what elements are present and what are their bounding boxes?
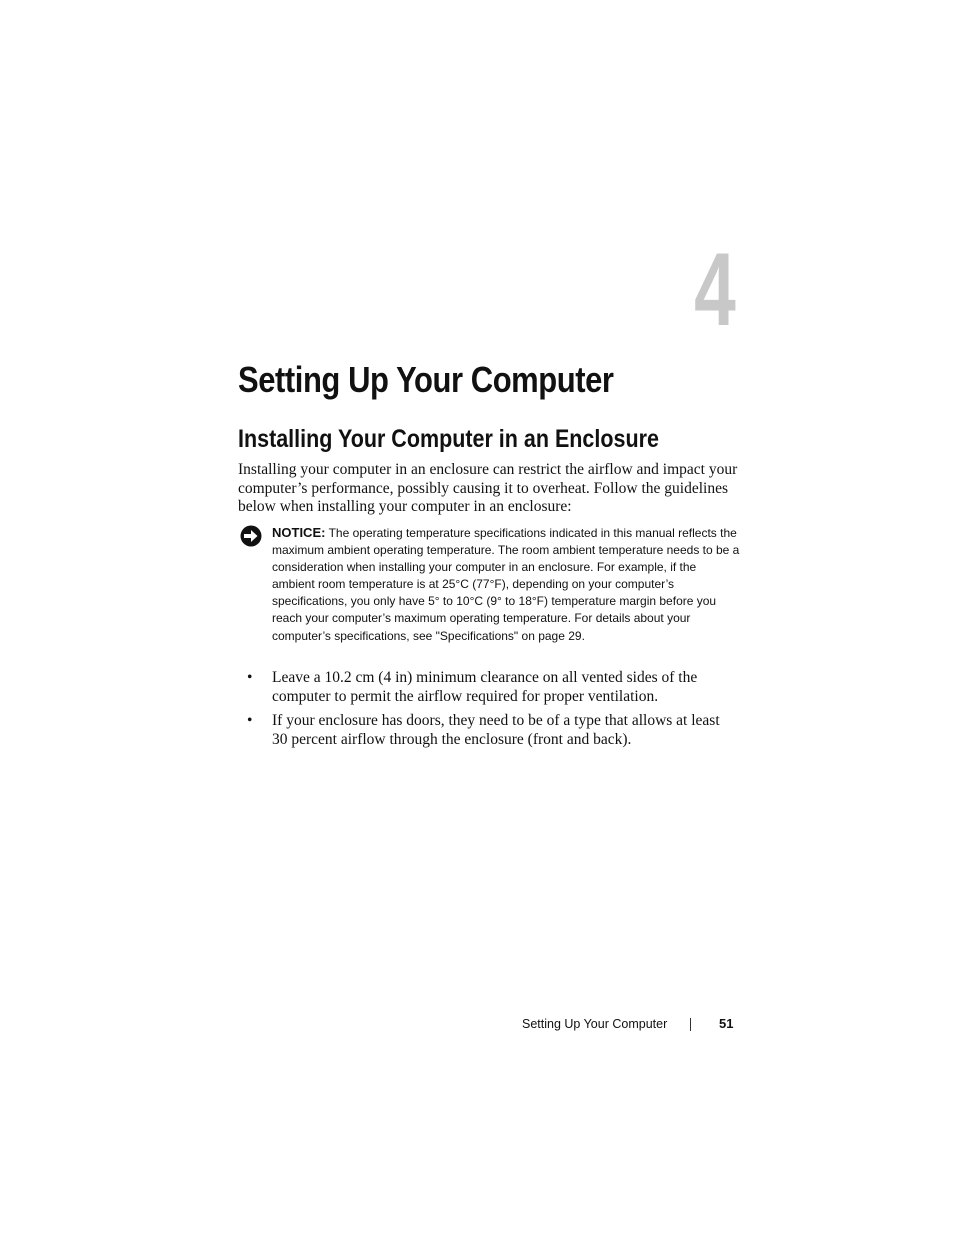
list-item-text: Leave a 10.2 cm (4 in) minimum clearance on all vented sides of the computer to permit the airflow required for proper ventilation.	[272, 669, 698, 705]
notice-arrow-icon	[240, 525, 262, 547]
chapter-title: Setting Up Your Computer	[238, 359, 614, 400]
guideline-list	[238, 669, 738, 755]
notice-label: NOTICE:	[272, 525, 326, 540]
page-number: 51	[719, 1016, 734, 1031]
list-item	[238, 712, 738, 749]
notice-text	[272, 524, 742, 645]
list-item	[238, 669, 738, 706]
section-title: Installing Your Computer in an Enclosure	[238, 425, 659, 453]
notice-body: The operating temperature specifications indicated in this manual reflects the maximum ambient operating temperature. The room ambient temperature needs to be a consideration when installing your computer in an enclosure. For example, if the ambient room temperature is at 25°C (77°F), depending on your computer’s specifications, you only have 5° to 10°C (9° to 18°F) temperature margin before you reach your computer’s maximum operating temperature. For details about your computer’s specifications, see "Specifications" on page 29.	[272, 526, 740, 643]
footer-divider	[690, 1018, 691, 1031]
intro-paragraph: Installing your computer in an enclosure can restrict the airflow and impact your computer’s performance, possibly causing it to overheat. Follow the guidelines below when installing your computer in an enclosure:	[238, 461, 738, 515]
bullet-icon: •	[247, 669, 253, 686]
list-item-text: If your enclosure has doors, they need to be of a type that allows at least 30 percent airflow through the enclosure (front and back).	[272, 712, 720, 748]
chapter-number: 4	[694, 232, 736, 348]
bullet-icon: •	[247, 712, 253, 729]
footer-chapter-title: Setting Up Your Computer	[522, 1017, 668, 1031]
